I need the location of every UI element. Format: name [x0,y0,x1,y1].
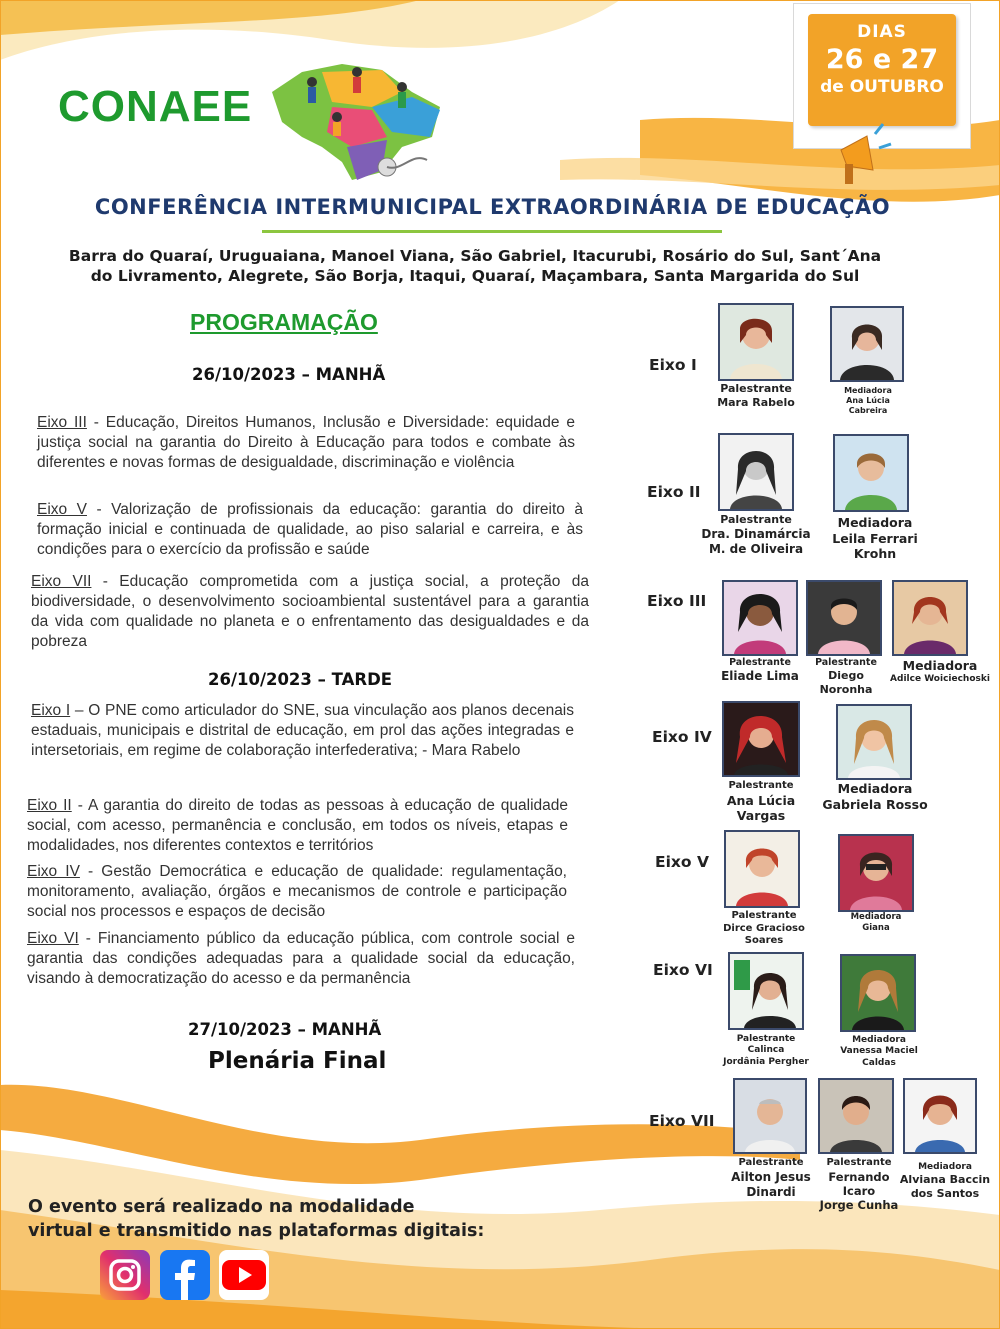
speaker-name: Ana Lúcia [726,792,796,808]
speaker-photo [728,952,804,1030]
speaker-name: M. de Oliveira [708,541,804,556]
speaker-name: Dirce Gracioso Soares [723,922,805,946]
brazil-map-illustration [262,52,452,187]
speaker-caption [700,513,812,557]
mediator-name: Adilce Woiciechoski [890,673,990,684]
speaker-name: Mara Rabelo [717,395,795,409]
speaker-role: Palestrante [720,513,792,526]
mediator-name: dos Santos [910,1187,980,1200]
speaker-caption [712,657,808,684]
plenaria-final: Plenária Final [208,1048,387,1074]
cities-list [60,246,890,286]
footer-line-1: O evento será realizado na modalidade [28,1197,415,1217]
speaker-name: Ailton Jesus [731,1169,811,1184]
eixo-6-label: Eixo VI [653,961,713,979]
dates-month: de OUTUBRO [820,77,944,97]
session-1-item-2 [37,500,583,560]
dates-days: 26 e 27 [825,44,939,75]
speaker-caption [722,1157,820,1200]
eixo-description: - A garantia do direito de todas as pessoas à educação de qualidade social, com acesso, permanência e conclusão, em todos os níveis, etapas e modalidades, nos diferentes contextos e territórios [27,797,568,854]
speaker-name: Diego Noronha [819,668,873,696]
cities-line-1: Barra do Quaraí, Uruguaiana, Manoel Viana, São Gabriel, Itacurubi, Rosário do Sul, Sant´Ana [68,247,882,265]
mediator-caption [820,781,930,812]
speaker-role: Palestrante [738,1157,804,1168]
eixo-description: – O PNE como articulador do SNE, sua vinculação aos planos decenais estaduais, municipais e distrital de educação, em prol das ações integradas e intersetoriais, em regime de colaboração interfederativa; - Mara Rabelo [31,702,575,759]
mediator-name: Gabriela Rosso [822,796,928,812]
speaker-role: Palestrante [736,1034,796,1044]
speaker-role: Palestrante [826,1157,892,1168]
eixo-description: - Valorização de profissionais da educação: garantia do direito à formação inicial e continuada de qualidade, ao piso salarial e carreira, e às condições para o exercício da profissão e saúde [37,501,583,558]
session-2-item-3 [27,862,567,922]
mediator-name: Giana [862,922,890,933]
mediator-caption [836,1035,922,1069]
eixo-label: Eixo VII [31,573,92,590]
speaker-name: Jordânia Pergher [723,1056,809,1067]
mediator-caption [898,1162,992,1201]
cities-line-2: do Livramento, Alegrete, São Borja, Itaqui, Quaraí, Maçambara, Santa Margarida do Sul [90,267,860,285]
speaker-name: Calinca [747,1045,785,1056]
speaker-photo [724,830,800,908]
speaker-photo [806,580,882,656]
speaker-photo [818,1078,894,1154]
facebook-icon[interactable] [160,1250,210,1300]
eixo-description: - Educação, Direitos Humanos, Inclusão e Diversidade: equidade e justiça social na garantia do Direito à Educação para todos e combate às diferentes e novas formas de desigualdade, discriminação e violência [37,414,575,471]
speaker-photo [718,433,794,511]
speaker-caption [712,780,810,824]
mediator-photo [892,580,968,656]
mediator-photo [836,704,912,780]
speaker-role: Palestrante [728,780,794,791]
instagram-icon[interactable] [100,1250,150,1300]
speaker-name: Fernando Icaro [828,1169,890,1198]
eixo-description: - Educação comprometida com a justiça social, a proteção da biodiversidade, o desenvolvimento socioambiental sustentável para a garantia da vida com qualidade no planeta e o enfrentamento das desigualdades e da pobreza [31,573,589,650]
eixo-5-label: Eixo V [655,853,709,871]
mediator-caption [826,515,924,562]
speaker-name: Vargas [736,808,786,824]
dates-label: DIAS [857,22,907,42]
mediator-name: Alviana Baccin [899,1173,991,1187]
mediator-photo [840,954,916,1032]
mediator-role: Mediadora [852,1035,906,1045]
mediator-name: Vanessa Maciel [840,1046,918,1057]
session-1-title: 26/10/2023 – MANHÃ [192,365,386,384]
speaker-caption [722,1034,810,1068]
eixo-label: Eixo III [37,414,87,431]
mediator-role: Mediadora [850,912,902,922]
program-heading: PROGRAMAÇÃO [190,309,378,335]
mediator-photo [838,834,914,912]
speaker-name: Eliade Lima [721,668,799,683]
footer-note [28,1195,484,1243]
eixo-label: Eixo V [37,501,87,518]
youtube-icon[interactable] [219,1250,269,1300]
mediator-role: Mediadora [844,386,892,395]
eixo-2-label: Eixo II [647,483,701,501]
session-1-item-3 [31,572,589,652]
speaker-caption [800,657,892,696]
eixo-label: Eixo IV [27,863,80,880]
eixo-1-label: Eixo I [649,356,697,374]
mediator-name: Krohn [853,546,897,562]
speaker-photo [733,1078,807,1154]
eixo-description: - Gestão Democrática e educação de qualidade: regulamentação, monitoramento, avaliação, órgãos e mecanismos de controle e participação social nos processos e espaços de decisão [27,863,567,920]
title-underline [262,230,722,233]
speaker-photo [718,303,794,381]
mediator-name: Leila Ferrari [832,530,918,546]
mediator-photo [903,1078,977,1154]
eixo-7-label: Eixo VII [649,1112,715,1130]
speaker-name: Dra. Dinamárcia [701,526,811,541]
speaker-name: Dinardi [746,1184,796,1199]
eixo-label: Eixo II [27,797,72,814]
mediator-photo [830,306,904,382]
speaker-name: Jorge Cunha [819,1198,899,1213]
session-1-item-1 [37,413,575,473]
mediator-caption [827,386,909,416]
speaker-photo [722,580,798,656]
speaker-role: Palestrante [731,910,797,921]
speaker-caption [712,910,816,948]
footer-line-2: virtual e transmitido nas plataformas digitais: [28,1221,485,1241]
mediator-photo [833,434,909,512]
mediator-role: Mediadora [837,515,913,530]
session-2-item-2 [27,796,568,856]
megaphone-icon [833,120,893,192]
eixo-label: Eixo VI [27,930,79,947]
mediator-name: Ana Lúcia [846,396,890,405]
eixo-description: - Financiamento público da educação pública, com controle social e garantia das condições adequadas para a qualidade social da educação, visando à democratização do acesso e da permanência [27,930,576,987]
mediator-name: Cabreira [848,406,888,415]
session-3-title: 27/10/2023 – MANHÃ [188,1020,382,1039]
mediator-role: Mediadora [837,781,913,796]
conference-title: CONFERÊNCIA INTERMUNICIPAL EXTRAORDINÁRIA DE EDUCAÇÃO [94,195,891,219]
mediator-caption [836,912,916,933]
speaker-caption [812,1157,906,1213]
session-2-item-4 [27,929,575,989]
mediator-role: Mediadora [902,658,978,673]
speaker-photo [722,701,800,777]
mediator-role: Mediadora [918,1162,972,1172]
eixo-4-label: Eixo IV [652,728,712,746]
speaker-role: Palestrante [720,382,792,395]
session-2-title: 26/10/2023 – TARDE [208,670,393,689]
brand-title: CONAEE [58,82,253,131]
speaker-caption [708,382,804,410]
session-2-item-1 [31,701,574,761]
speaker-role: Palestrante [815,657,877,668]
eixo-3-label: Eixo III [647,592,707,610]
mediator-name: Caldas [862,1057,896,1068]
eixo-label: Eixo I [31,702,71,719]
mediator-caption [890,658,990,685]
speaker-role: Palestrante [729,657,791,668]
